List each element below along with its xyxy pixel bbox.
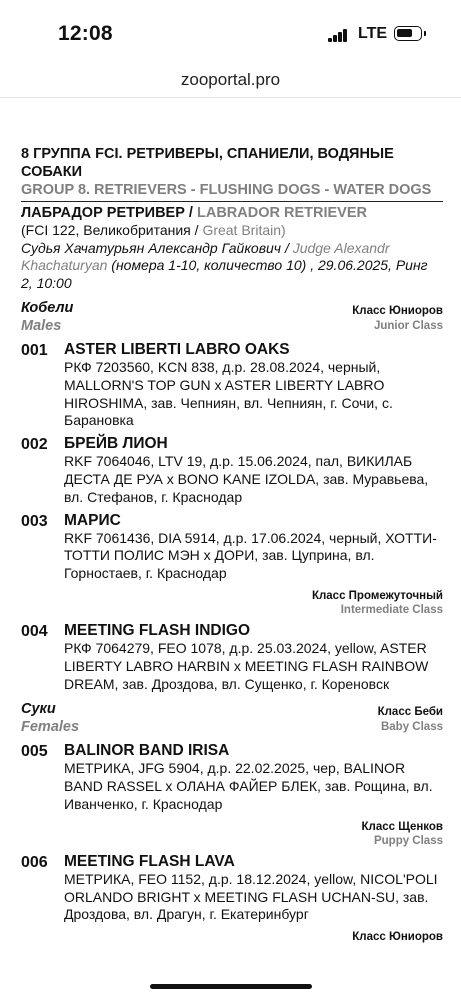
status-bar bbox=[0, 0, 461, 62]
entry-details: RKF 7064046, LTV 19, д.р. 15.06.2024, пал, ВИКИЛАБ ДЕСТА ДЕ РУА x BONO KANE IZOLDA, зав. Муравьева, вл. Стефанов, г. Краснодар bbox=[64, 453, 429, 505]
class-junior-2-ru: Класс Юниоров bbox=[352, 931, 443, 944]
entry-name: МАРИС bbox=[64, 511, 121, 529]
entry-number: 005 bbox=[21, 743, 48, 761]
entry-number: 004 bbox=[21, 622, 48, 640]
entry-item bbox=[21, 852, 443, 924]
judge-tail: (номера 1-10, количество 10) , 29.06.2025, Ринг 2, 10:00 bbox=[21, 257, 428, 291]
section-males bbox=[21, 300, 443, 336]
section-males-ru: Кобели bbox=[21, 300, 74, 316]
breed-title-en: LABRADOR RETRIEVER bbox=[196, 205, 367, 221]
fci-ru: (FCI 122, Великобритания / bbox=[21, 222, 199, 238]
section-females-en: Females bbox=[21, 719, 80, 736]
entry-item bbox=[21, 340, 443, 430]
class-puppy bbox=[21, 816, 443, 848]
entry-item bbox=[21, 434, 443, 506]
entry-number: 001 bbox=[21, 342, 48, 359]
home-indicator[interactable] bbox=[150, 984, 312, 989]
entry-name: MEETING FLASH LAVA bbox=[64, 852, 235, 870]
class-intermediate-en: Intermediate Class bbox=[340, 603, 443, 616]
entry-item bbox=[21, 621, 443, 693]
class-junior-ru: Класс Юниоров bbox=[352, 305, 443, 317]
class-intermediate-ru: Класс Промежуточный bbox=[311, 589, 443, 602]
url-text[interactable]: zooportal.pro bbox=[180, 70, 281, 89]
entry-name: BALINOR BAND IRISA bbox=[64, 742, 230, 760]
breed-title-ru: ЛАБРАДОР РЕТРИВЕР / bbox=[21, 205, 193, 221]
class-puppy-ru: Класс Щенков bbox=[361, 820, 443, 833]
status-time: 12:08 bbox=[58, 22, 113, 45]
fci-en: Great Britain) bbox=[202, 222, 286, 238]
breed-title bbox=[21, 204, 443, 222]
entry-number: 002 bbox=[21, 436, 48, 454]
entry-details: РКФ 7064279, FEO 1078, д.р. 25.03.2024, yellow, ASTER LIBERTY LABRO HARBIN x MEETING FLASH RAINBOW DREAM, зав. Дроздова, вл. Сущенко, г. Кореновск bbox=[64, 639, 429, 692]
group-title-en: GROUP 8. RETRIEVERS - FLUSHING DOGS - WATER DOGS bbox=[21, 182, 432, 198]
class-junior-2 bbox=[21, 926, 443, 958]
group-title-ru: 8 ГРУППА FCI. РЕТРИВЕРЫ, СПАНИЕЛИ, ВОДЯНЫЕ СОБАКИ bbox=[21, 146, 394, 180]
divider bbox=[21, 201, 443, 202]
breed-fci bbox=[21, 222, 443, 240]
class-junior-en: Junior Class bbox=[373, 320, 443, 332]
entry-name: БРЕЙВ ЛИОН bbox=[64, 435, 168, 453]
class-baby-ru: Класс Беби bbox=[377, 706, 443, 719]
entry-number: 003 bbox=[21, 512, 48, 530]
class-baby-en: Baby Class bbox=[380, 721, 443, 734]
section-males-en: Males bbox=[21, 318, 62, 334]
class-intermediate bbox=[21, 585, 443, 617]
judge-ru: Судья Хачатурьян Александр Гайкович / bbox=[21, 239, 289, 256]
section-females bbox=[21, 701, 443, 737]
class-puppy-en: Puppy Class bbox=[373, 834, 443, 847]
signal-icon bbox=[328, 28, 348, 42]
entry-details: МЕТРИКА, JFG 5904, д.р. 22.02.2025, чер, BALINOR BAND RASSEL x ОЛАНА ФАЙЕР БЛЕК, зав. Рощина, вл. Иванченко, г. Краснодар bbox=[64, 760, 433, 812]
entry-details: RKF 7061436, DIA 5914, д.р. 17.06.2024, черный, ХОТТИ-ТОТТИ ПОЛИС МЭН x ДОРИ, зав. Цуприна, вл. Горностаев, г. Краснодар bbox=[64, 529, 437, 582]
entry-name: MEETING FLASH INDIGO bbox=[64, 621, 250, 639]
section-females-ru: Суки bbox=[21, 701, 56, 718]
entry-details: РКФ 7203560, KCN 838, д.р. 28.08.2024, черный, MALLORN'S TOP GUN x ASTER LIBERTY LABRO HIROSHIMA, зав. Чепниян, вл. Чепниян, г. Сочи, с. Барановка bbox=[64, 359, 393, 429]
battery-icon bbox=[394, 26, 422, 41]
page-content bbox=[21, 145, 443, 958]
entry-name: ASTER LIBERTI LABRO OAKS bbox=[64, 341, 290, 358]
entry-item bbox=[21, 511, 443, 583]
entry-item bbox=[21, 741, 443, 813]
network-label: LTE bbox=[358, 25, 388, 42]
address-bar[interactable] bbox=[0, 62, 461, 98]
entry-number: 006 bbox=[21, 853, 48, 871]
judge-line bbox=[21, 240, 443, 293]
entry-details: МЕТРИКА, FEO 1152, д.р. 18.12.2024, yellow, NICOL'POLI ORLANDO BRIGHT x MEETING FLASH UCHAN-SU, зав. Дроздова, вл. Драгун, г. Екатеринбург bbox=[64, 870, 438, 923]
judge-en: Judge Alexandr Khachaturyan bbox=[21, 239, 390, 273]
